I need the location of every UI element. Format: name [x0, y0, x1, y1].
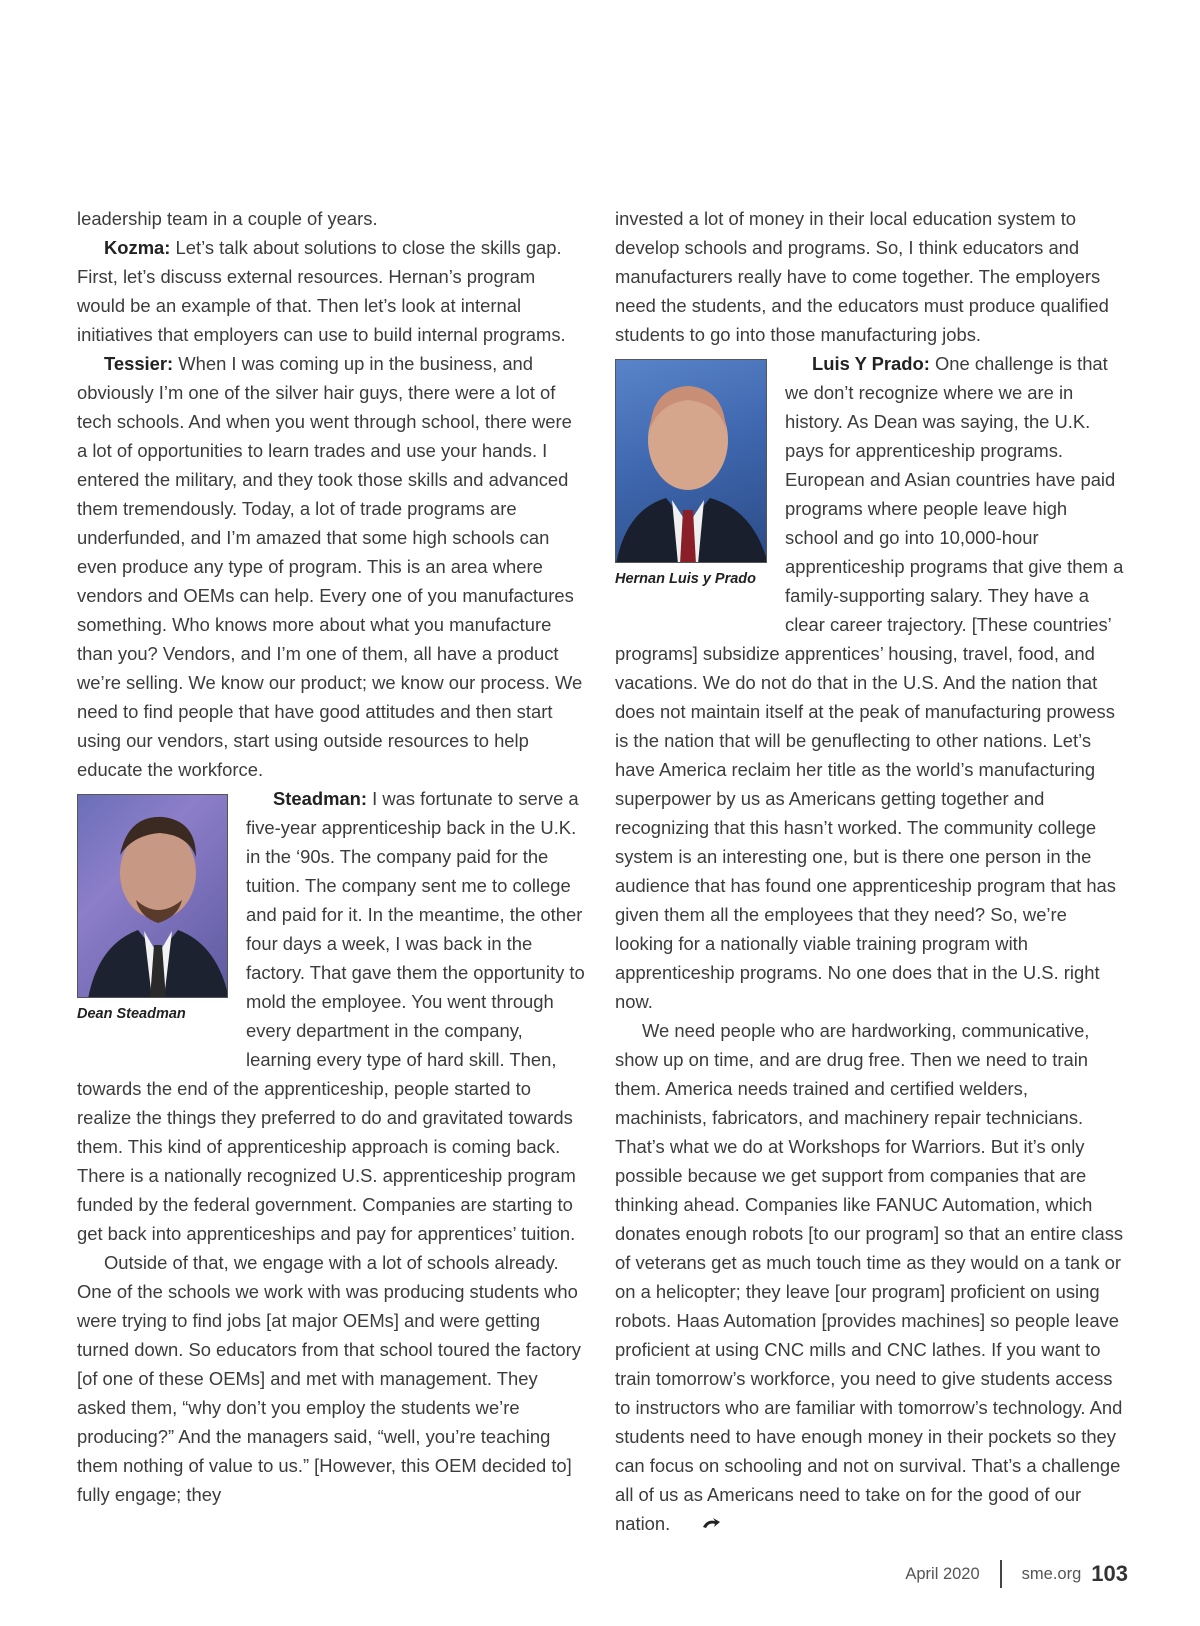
issue-date: April 2020	[905, 1564, 980, 1583]
paragraph: invested a lot of money in their local education system to develop schools and programs. So, I think educators and manufacturers really have to come together. The employers need the students, and the educators must produce qualified students to go into those manufacturing jobs.	[615, 208, 1109, 345]
page-footer	[905, 1559, 1128, 1589]
page-number: 103	[1091, 1561, 1128, 1586]
speaker-name: Tessier:	[104, 353, 174, 374]
paragraph-kozma: Kozma: Let’s talk about solutions to close the skills gap. First, let’s discuss external resources. Hernan’s program would be an example of that. Then let’s look at internal initiatives that employers can use to build internal programs.	[77, 237, 566, 345]
paragraph: We need people who are hardworking, communicative, show up on time, and are drug free. Then we need to train them. America needs trained and certified welders, machinists, fabricators, and machinery repair technicians. That’s what we do at Workshops for Warriors. But it’s only possible because we get support from companies that are thinking ahead. Companies like FANUC Automation, which donates enough robots [to our program] so that an entire class of veterans get as much touch time as they would on a tank or on a helicopter; they leave [our program] proficient on using robots. Haas Automation [provides machines] so people leave proficient at using CNC mills and CNC lathes. If you want to train tomorrow’s workforce, you need to give students access to instructors who are familiar with tomorrow’s technology. And students need to have enough money in their pockets so they can focus on schooling and not on survival. That’s a challenge all of us as Americans need to take on for the good of our nation.	[615, 1016, 1125, 1540]
right-column	[615, 204, 1125, 1540]
speaker-name: Kozma:	[104, 237, 171, 258]
paragraph: Outside of that, we engage with a lot of schools already. One of the schools we work with was producing students who were trying to find jobs [at major OEMs] and were getting turned down. So educators from that school toured the factory [of one of these OEMs] and met with management. They asked them, “why don’t you employ the students we’re producing?” And the managers said, “well, you’re teaching them nothing of value to us.” [However, this OEM decided to] fully engage; they	[77, 1252, 581, 1505]
paragraph-tessier: Tessier: When I was coming up in the business, and obviously I’m one of the silver hair guys, there were a lot of tech schools. And when you went through school, there were a lot of opportunities to learn trades and use your hands. I entered the military, and they took those skills and advanced them tremendously. Today, a lot of trade programs are underfunded, and I’m amazed that some high schools can even produce any type of program. This is an area where vendors and OEMs can help. Every one of you manufactures something. Who knows more about what you manufacture than you? Vendors, and I’m one of them, all have a product we’re selling. We know our product; we know our process. We need to find people that have good attitudes and then start using our vendors, start using outside resources to help educate the workforce.	[77, 353, 583, 780]
paragraph-steadman: Steadman: I was fortunate to serve a five-year apprenticeship back in the U.K. in the ‘90s. The company paid for the tuition. The company sent me to college and paid for it. In the meantime, the other four days a week, I was back in the factory. That gave them the opportunity to mold the employee. You went through every department in the company, learning every type of hard skill. Then, towards the end of the apprenticeship, people started to realize the things they preferred to do and gravitated towards them. This kind of apprenticeship approach is coming back. There is a nationally recognized U.S. apprenticeship program funded by the federal government. Companies are starting to get back into apprenticeships and pay for apprentices’ tuition.	[77, 788, 585, 1244]
site-url: sme.org	[1021, 1564, 1082, 1583]
paragraph: leadership team in a couple of years.	[77, 208, 378, 229]
photo-hernan-luis-y-prado	[615, 359, 767, 563]
paragraph-luis-y-prado: Luis Y Prado: One challenge is that we don’t recognize where we are in history. As Dean was saying, the U.K. pays for apprenticeship programs. European and Asian countries have paid programs where people leave high school and go into 10,000-hour apprenticeship programs that give them a family-supporting salary. They have a clear career trajectory. [These countries’ programs] subsidize apprentices’ housing, travel, food, and vacations. We do not do that in the U.S. And the nation that does not maintain itself at the peak of manufacturing prowess is the nation that will be genuflecting to other nations. Let’s have America reclaim her title as the world’s manufacturing superpower by us as Americans getting together and recognizing that this hasn’t worked. The community college system is an interesting one, but is there one person in the audience that has found one apprenticeship program that has given them all the employees that they need? So, we’re looking for a nationally viable training program with apprenticeship programs. No one does that in the U.S. right now.	[615, 353, 1124, 1012]
left-column	[77, 204, 586, 1509]
sme-end-mark-icon	[674, 1511, 721, 1540]
photo-caption: Hernan Luis y Prado	[615, 571, 757, 587]
figure-hernan-luis-y-prado	[615, 359, 767, 619]
figure-dean-steadman	[77, 794, 228, 1054]
photo-dean-steadman	[77, 794, 228, 998]
speaker-name: Steadman:	[273, 788, 368, 809]
footer-divider	[1000, 1560, 1002, 1588]
photo-caption: Dean Steadman	[77, 1006, 186, 1022]
speaker-name: Luis Y Prado:	[812, 353, 930, 374]
